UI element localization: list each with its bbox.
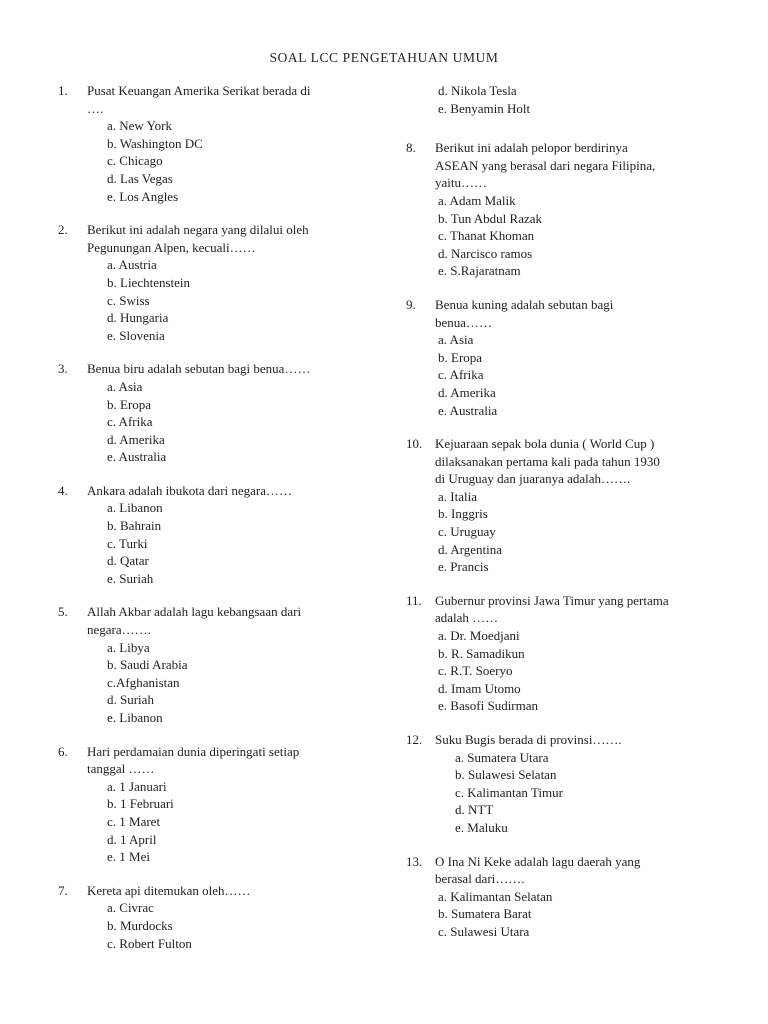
answer-option[interactable]: c. 1 Maret: [107, 813, 161, 829]
answer-option[interactable]: a. Asia: [438, 332, 474, 348]
answer-option[interactable]: a. Asia: [107, 378, 143, 394]
question-number: 5.: [58, 604, 68, 620]
question-text: [87, 221, 378, 256]
question-text-line: benua……: [435, 314, 493, 330]
answer-option[interactable]: e. Libanon: [107, 710, 163, 725]
answer-option[interactable]: d. 1 April: [107, 831, 157, 847]
answer-option[interactable]: e. Benyamin Holt: [438, 100, 531, 116]
question-text: [435, 853, 726, 888]
answer-option[interactable]: e. Australia: [107, 449, 167, 465]
answer-option[interactable]: b. 1 Februari: [107, 796, 174, 812]
question-header: [58, 743, 378, 778]
option-list: [107, 639, 378, 727]
answer-option[interactable]: a. Kalimantan Selatan: [438, 888, 553, 904]
answer-option[interactable]: b. R. Samadikun: [438, 645, 525, 661]
option-list: [438, 331, 726, 419]
answer-option[interactable]: d. Suriah: [107, 692, 154, 708]
question-number: 6.: [58, 743, 68, 759]
answer-option[interactable]: b. Sulawesi Selatan: [455, 767, 557, 783]
question-number: 4.: [58, 482, 68, 498]
answer-option[interactable]: d. Qatar: [107, 553, 149, 569]
answer-option[interactable]: a. Italia: [438, 488, 477, 504]
question-text-line: dilaksanakan pertama kali pada tahun 1930: [435, 453, 660, 469]
question-header: [406, 296, 726, 331]
question-text-line: Berikut ini adalah pelopor berdirinya: [435, 140, 628, 156]
question-text: [435, 592, 726, 627]
question-text-line: Kereta api ditemukan oleh……: [87, 882, 251, 898]
option-list: [107, 256, 378, 344]
answer-option[interactable]: e. Australia: [438, 402, 498, 418]
answer-option[interactable]: e. Basofi Sudirman: [438, 698, 539, 714]
question-text-line: Benua biru adalah sebutan bagi benua……: [87, 361, 311, 377]
answer-option[interactable]: a. Adam Malik: [438, 192, 516, 208]
question-text-line: berasal dari…….: [435, 871, 525, 887]
question-text-line: negara…….: [87, 622, 151, 638]
question-text-line: Pusat Keuangan Amerika Serikat berada di: [87, 83, 311, 98]
answer-option[interactable]: c. Swiss: [107, 292, 150, 308]
question-block: [406, 853, 726, 941]
question-block: [58, 221, 378, 344]
answer-option[interactable]: e. Los Angles: [107, 188, 179, 204]
question-text-line: Benua kuning adalah sebutan bagi: [435, 296, 614, 312]
answer-option[interactable]: b. Eropa: [438, 349, 483, 365]
answer-option[interactable]: d. NTT: [455, 802, 494, 818]
question-block: [58, 482, 378, 588]
option-list: [438, 627, 726, 715]
question-text: [87, 882, 378, 900]
right-question-list: [406, 139, 726, 940]
question-header: [58, 482, 378, 500]
answer-option[interactable]: e. Prancis: [438, 559, 489, 575]
answer-option[interactable]: a. Sumatera Utara: [455, 749, 549, 765]
question-number: 2.: [58, 222, 68, 238]
answer-option[interactable]: c. Robert Fulton: [107, 935, 192, 951]
question-number: 12.: [406, 732, 423, 747]
question-block: [406, 731, 726, 837]
question-text: [435, 139, 726, 192]
answer-option[interactable]: b. Washington DC: [107, 135, 203, 151]
question-block: [58, 743, 378, 866]
answer-option[interactable]: c. R.T. Soeryo: [438, 663, 513, 679]
answer-option[interactable]: b. Bahrain: [107, 518, 162, 534]
answer-option[interactable]: b. Eropa: [107, 396, 152, 412]
question-number: 10.: [406, 436, 423, 452]
question-text-line: Gubernur provinsi Jawa Timur yang pertama: [435, 592, 669, 608]
answer-option[interactable]: c.Afghanistan: [107, 674, 180, 690]
option-list: [107, 117, 378, 205]
option-list: [438, 888, 726, 941]
answer-option[interactable]: a. Libanon: [107, 500, 163, 516]
question-text-line: Allah Akbar adalah lagu kebangsaan dari: [87, 604, 302, 620]
question-text: [87, 603, 378, 638]
option-list: [107, 899, 378, 952]
option-list: [438, 192, 726, 280]
question-text-line: ….: [87, 100, 104, 116]
question-text-line: di Uruguay dan juaranya adalah…….: [435, 471, 631, 487]
question-header: [58, 82, 378, 117]
answer-option[interactable]: e. Slovenia: [107, 327, 165, 343]
answer-option[interactable]: b. Saudi Arabia: [107, 657, 188, 673]
answer-option[interactable]: c. Uruguay: [438, 524, 496, 540]
question-header: [58, 882, 378, 900]
two-column-body: [0, 82, 768, 1022]
question-header: [58, 221, 378, 256]
option-list: [107, 378, 378, 466]
answer-option[interactable]: d. Imam Utomo: [438, 680, 521, 696]
answer-option[interactable]: d. Narcisco ramos: [438, 245, 533, 261]
answer-option[interactable]: e. Suriah: [107, 570, 154, 586]
answer-option[interactable]: c. Afrika: [107, 414, 153, 430]
answer-option[interactable]: a. Austria: [107, 257, 157, 273]
question-number: 9.: [406, 296, 416, 312]
question-text: [87, 82, 378, 117]
question-header: [58, 603, 378, 638]
option-list: [455, 749, 726, 837]
answer-option[interactable]: b. Liechtenstein: [107, 274, 191, 290]
answer-option[interactable]: b. Inggris: [438, 506, 488, 522]
answer-option[interactable]: a. Dr. Moedjani: [438, 628, 520, 644]
question-text-line: Kejuaraan sepak bola dunia ( World Cup ): [435, 436, 655, 452]
question-header: [58, 360, 378, 378]
answer-option[interactable]: b. Sumatera Barat: [438, 906, 532, 922]
question-text-line: adalah ……: [435, 610, 499, 626]
question-header: [406, 435, 726, 488]
answer-option[interactable]: c. Afrika: [438, 367, 484, 383]
question-block: [406, 435, 726, 576]
question-block: [406, 592, 726, 715]
answer-option[interactable]: d. Hungaria: [107, 310, 169, 326]
option-list: [107, 499, 378, 587]
question-block: [58, 360, 378, 466]
left-column: [58, 82, 378, 968]
answer-option[interactable]: d. Amerika: [438, 384, 496, 400]
question-text-line: tanggal ……: [87, 761, 155, 777]
question-number: 7.: [58, 882, 68, 898]
question-number: 3.: [58, 361, 68, 377]
answer-option[interactable]: c. Thanat Khoman: [438, 228, 535, 244]
question-text-line: ASEAN yang berasal dari negara Filipina,: [435, 157, 656, 173]
answer-option[interactable]: e. 1 Mei: [107, 849, 150, 865]
question-text: [87, 360, 378, 378]
answer-option[interactable]: e. S.Rajaratnam: [438, 263, 521, 279]
answer-option[interactable]: c. Kalimantan Timur: [455, 784, 563, 800]
question-text-line: Ankara adalah ibukota dari negara……: [87, 482, 293, 498]
answer-option[interactable]: b. Tun Abdul Razak: [438, 210, 543, 226]
page-title: SOAL LCC PENGETAHUAN UMUM: [269, 50, 499, 65]
answer-option[interactable]: e. Maluku: [455, 819, 508, 835]
answer-option[interactable]: d. Argentina: [438, 541, 503, 557]
question-text: [435, 731, 726, 749]
answer-option[interactable]: b. Murdocks: [107, 917, 173, 933]
question-text-line: Pegunungan Alpen, kecuali……: [87, 239, 256, 255]
question-text-line: Berikut ini adalah negara yang dilalui oleh: [87, 222, 309, 238]
question-block: [406, 296, 726, 419]
question-header: [406, 139, 726, 192]
question-text-line: Hari perdamaian dunia diperingati setiap: [87, 743, 300, 759]
question-header: [406, 731, 726, 749]
question-text-line: yaitu……: [435, 175, 487, 191]
question-number: 1.: [58, 83, 68, 98]
answer-option[interactable]: c. Chicago: [107, 153, 163, 169]
question-text: [435, 296, 726, 331]
answer-option[interactable]: d. Nikola Tesla: [438, 83, 517, 98]
question-text: [435, 435, 726, 488]
question-text: [87, 743, 378, 778]
answer-option[interactable]: a. Civrac: [107, 900, 154, 916]
question-block: [58, 603, 378, 726]
question-header: [406, 592, 726, 627]
option-list: [438, 488, 726, 576]
question-number: 8.: [406, 140, 416, 156]
option-list: [107, 778, 378, 866]
answer-option[interactable]: a. New York: [107, 118, 172, 134]
continued-option-list: [438, 82, 726, 117]
question-number: 13.: [406, 853, 423, 869]
answer-option[interactable]: c. Turki: [107, 535, 148, 551]
answer-option[interactable]: c. Sulawesi Utara: [438, 923, 530, 939]
question-text-line: Suku Bugis berada di provinsi…….: [435, 732, 622, 747]
answer-option[interactable]: d. Amerika: [107, 431, 165, 447]
question-block: [58, 82, 378, 205]
question-text: [87, 482, 378, 500]
question-text-line: O Ina Ni Keke adalah lagu daerah yang: [435, 853, 641, 869]
answer-option[interactable]: a. 1 Januari: [107, 778, 167, 794]
question-number: 11.: [406, 592, 422, 608]
question-header: [406, 853, 726, 888]
question-block: [406, 139, 726, 280]
question-block: [58, 882, 378, 952]
answer-option[interactable]: a. Libya: [107, 639, 150, 655]
answer-option[interactable]: d. Las Vegas: [107, 170, 173, 186]
left-question-list: [58, 82, 378, 952]
right-column: [406, 82, 726, 957]
